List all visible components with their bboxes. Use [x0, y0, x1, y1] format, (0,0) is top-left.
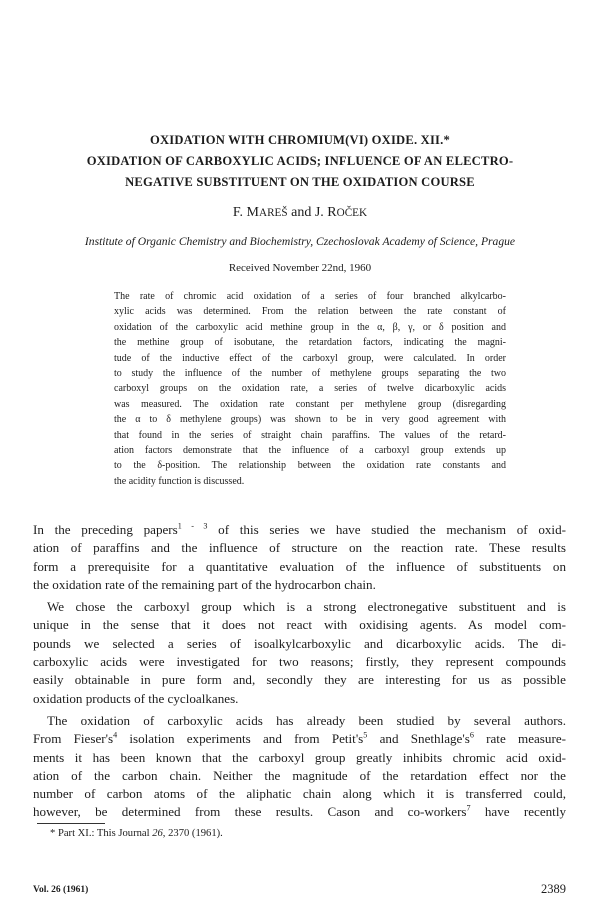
abstract: [114, 289, 506, 489]
paragraph-3-line-2: From $Fieser's^4$ isolation experiments and from $Petit's^5$ and $Snethlage's^6$ rate measure-: [33, 730, 566, 747]
page-number: 2389: [541, 882, 566, 896]
author-1-rest: ARE: [259, 207, 282, 219]
abstract-line: ation factors demonstrate that the influence of a carboxyl group extends up: [114, 445, 506, 457]
abstract-line: the acidity function is discussed.: [114, 475, 245, 487]
authors-and: and: [291, 205, 312, 220]
footnote: * Part XI.: This Journal 26, 2370 (1961).: [50, 828, 223, 839]
authors: [0, 205, 600, 221]
paragraph-1-line: the oxidation rate of the remaining part of the hydrocarbon chain.: [33, 576, 376, 592]
affiliation: Institute of Organic Chemistry and Biochemistry, Czechoslovak Academy of Science, Prague: [84, 235, 516, 248]
footnote-divider: [37, 823, 105, 824]
paragraph-3-line: number of carbon atoms of the aliphatic chain along which it is transferred could,: [33, 786, 566, 802]
paragraph-1-line: form a prerequisite for a quantitative evaluation of the influence of substituents on: [33, 558, 566, 574]
paragraph-1-line: ation of paraffins and the influence of structure on the reaction rate. These results: [33, 540, 566, 556]
citation-sup: 6: [469, 730, 474, 740]
abstract-line: to the δ-position. The relationship between the oxidation rate constants and: [114, 460, 506, 472]
author-2-initial: J. R: [314, 205, 337, 220]
paragraph-2-line: oxidation products of the cycloalkanes.: [33, 690, 239, 706]
citation-sup: 7: [466, 804, 471, 814]
received-date: Received November 22nd, 1960: [228, 262, 372, 274]
paragraph-2-line: carboxylic acids were investigated for two reasons; firstly, they represent compounds: [33, 654, 566, 670]
abstract-line: the methine group of isobutane, the retardation factors, indicating the magni-: [114, 337, 506, 349]
abstract-line: to study the influence of the number of methylene groups separating the two: [114, 368, 506, 380]
paragraph-1-line-1: In the preceding papers$^{1 - 3}$ of this series we have studied the mechanism of oxid-: [33, 521, 566, 537]
abstract-line: the α to δ methylene groups) was shown to be in very good agreement with: [114, 414, 506, 426]
title-line-1: OXIDATION WITH CHROMIUM(VI) OXIDE. XII.*: [149, 133, 450, 147]
abstract-line: The rate of chromic acid oxidation of a series of four branched alkylcarbo-: [114, 291, 506, 302]
abstract-line: oxidation of the carboxylic acid methine group in the α, β, γ, or δ position and: [114, 321, 506, 333]
paragraph-3-line-6: however, be determined from these results. Cason and co-workers$^7$ have recently: [33, 804, 566, 820]
title-line-3: NEGATIVE SUBSTITUENT ON THE OXIDATION COURSE: [125, 175, 475, 189]
abstract-line: carboxyl groups on the oxidation rate, a series of twelve dicarboxylic acids: [114, 383, 506, 395]
abstract-line: xylic acids was determined. From the relation between the rate constant of: [114, 306, 506, 318]
paragraph-2-line: We chose the carboxyl group which is a strong electronegative substituent and is: [47, 599, 566, 615]
abstract-line: that found in the series of straight chain paraffins. The values of the retard-: [114, 429, 506, 441]
abstract-line: tude of the inductive effect of the carboxyl group, were calculated. In order: [114, 352, 506, 364]
author-1-initial: F. M: [232, 205, 260, 220]
volume-label: Vol. 26 (1961): [33, 885, 89, 895]
title-line-2: OXIDATION OF CARBOXYLIC ACIDS; INFLUENCE OF AN ELECTRO-: [86, 154, 514, 168]
citation-sup: 4: [113, 730, 118, 740]
abstract-line: was measured. The oxidation rate constant per methylene group (disregarding: [114, 398, 506, 410]
body-text: [33, 521, 566, 822]
paragraph-2-line: easily obtainable in pure form and, secondly they are interesting for us as possible: [33, 672, 566, 688]
author-2-rest: OČEK: [336, 207, 368, 219]
paragraph-3-line: ments it has been known that the carboxyl group greatly inhibits chromic acid oxid-: [33, 749, 566, 765]
paragraph-2-line: unique in the sense that it does not react with oxidising agents. As model com-: [33, 617, 566, 633]
citation-sup: 5: [363, 730, 368, 740]
paragraph-3-line: The oxidation of carboxylic acids has already been studied by several authors.: [47, 712, 566, 728]
citation-sup: 1 - 3: [177, 521, 208, 531]
author-1-hacek: Š: [281, 207, 288, 219]
paragraph-2-line: pounds we selected a series of isoalkylcarboxylic and dicarboxylic acids. The di-: [33, 635, 566, 651]
paragraph-3-line: ation of the carbon chain. Neither the magnitude of the retardation effect nor the: [33, 767, 566, 783]
footnote-volume: 26: [152, 828, 163, 839]
